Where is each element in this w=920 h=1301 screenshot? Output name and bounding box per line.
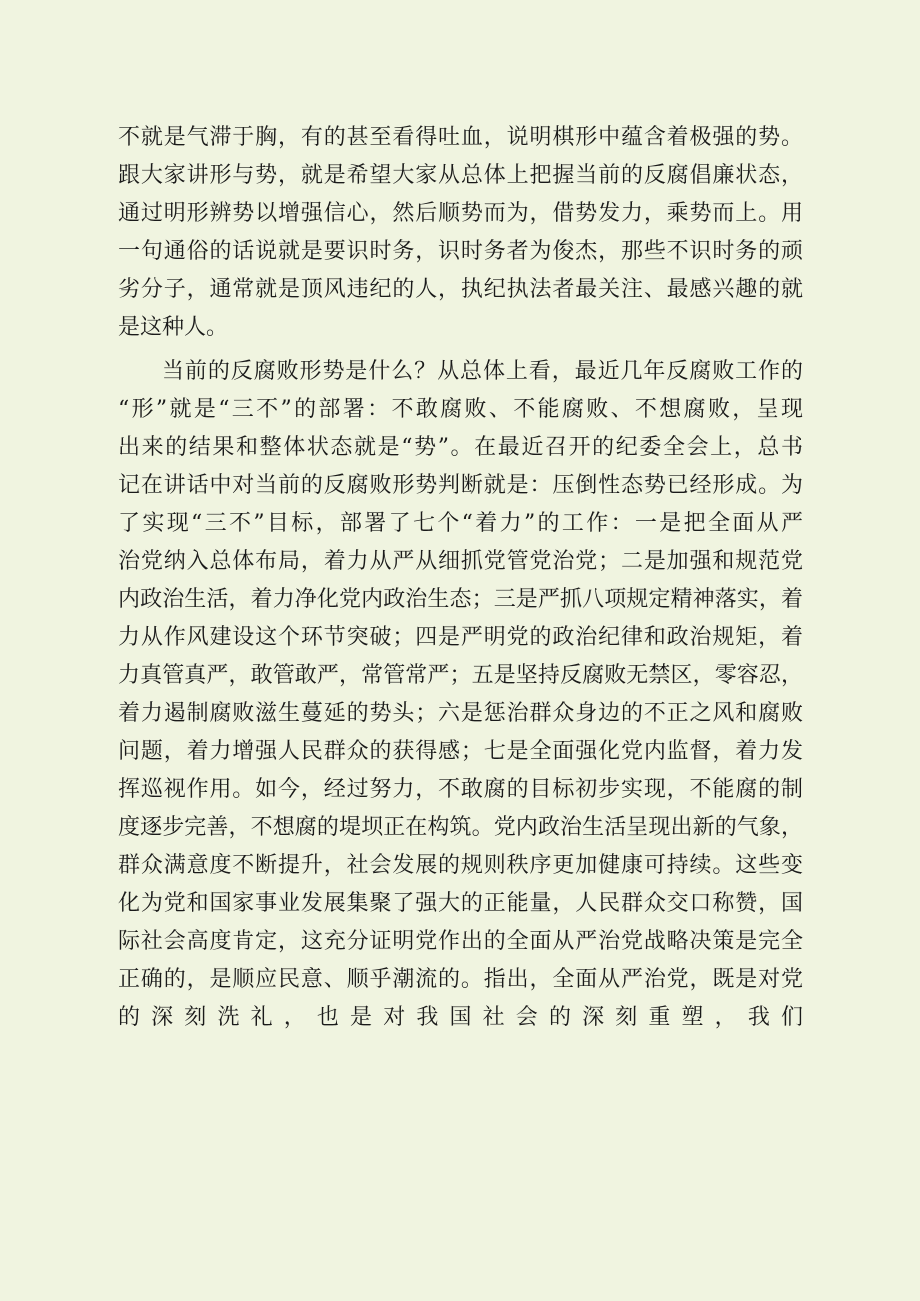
text-line: 通过明形辨势以增强信心，然后顺势而为，借势发力，乘势而上。用 (118, 201, 803, 226)
text-line: 际社会高度肯定，这充分证明党作出的全面从严治党战略决策是完全 (118, 929, 803, 954)
text-line: 力从作风建设这个环节突破；四是严明党的政治纪律和政治规矩，着 (118, 625, 803, 650)
text-line: 不就是气滞于胸，有的甚至看得吐血，说明棋形中蕴含着极强的势。 (118, 125, 803, 150)
text-line: 的深刻洗礼，也是对我国社会的深刻重塑，我们 (118, 1005, 803, 1030)
text-line: 化为党和国家事业发展集聚了强大的正能量，人民群众交口称赞，国 (118, 891, 803, 916)
text-line: 治党纳入总体布局，着力从严从细抓党管党治党；二是加强和规范党 (118, 549, 803, 574)
text-line: 劣分子，通常就是顶风违纪的人，执纪执法者最关注、最感兴趣的就 (118, 277, 803, 302)
text-line: 了实现“三不”目标，部署了七个“着力”的工作：一是把全面从严 (118, 511, 803, 536)
text-line: 记在讲话中对当前的反腐败形势判断就是：压倒性态势已经形成。为 (118, 473, 803, 498)
text-line: 着力遏制腐败滋生蔓延的势头；六是惩治群众身边的不正之风和腐败 (118, 701, 803, 726)
text-line: 挥巡视作用。如今，经过努力，不敢腐的目标初步实现，不能腐的制 (118, 777, 803, 802)
text-line: 当前的反腐败形势是什么？从总体上看，最近几年反腐败工作的 (162, 359, 803, 384)
text-line: “形”就是“三不”的部署：不敢腐败、不能腐败、不想腐败，呈现 (118, 397, 803, 422)
body-text (118, 119, 803, 1037)
text-line: 正确的，是顺应民意、顺乎潮流的。指出，全面从严治党，既是对党 (118, 967, 803, 992)
text-line: 群众满意度不断提升，社会发展的规则秩序更加健康可持续。这些变 (118, 853, 803, 878)
text-line: 问题，着力增强人民群众的获得感；七是全面强化党内监督，着力发 (118, 739, 803, 764)
paragraph-1 (118, 119, 803, 347)
text-line: 跟大家讲形与势，就是希望大家从总体上把握当前的反腐倡廉状态， (118, 163, 803, 188)
text-line: 出来的结果和整体状态就是“势”。在最近召开的纪委全会上，总书 (118, 435, 803, 460)
text-line: 是这种人。 (118, 315, 229, 340)
text-line: 一句通俗的话说就是要识时务，识时务者为俊杰，那些不识时务的顽 (118, 239, 803, 264)
text-line: 力真管真严，敢管敢严，常管常严；五是坚持反腐败无禁区，零容忍， (118, 663, 803, 688)
text-line: 度逐步完善，不想腐的堤坝正在构筑。党内政治生活呈现出新的气象， (118, 815, 803, 840)
text-line: 内政治生活，着力净化党内政治生态；三是严抓八项规定精神落实，着 (118, 587, 803, 612)
paragraph-2 (118, 353, 803, 1037)
